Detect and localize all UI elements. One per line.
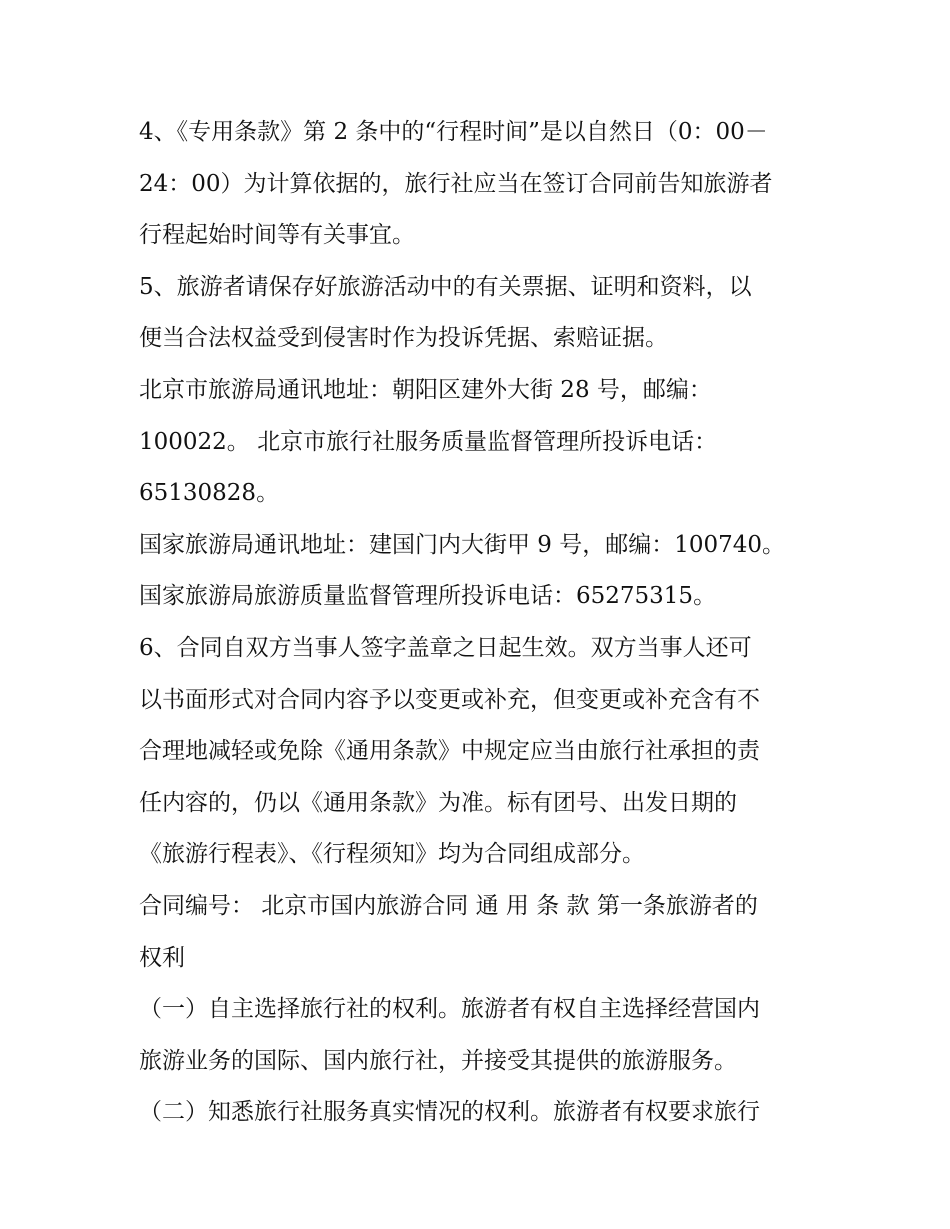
text-line: 国家旅游局通讯地址：建国门内大街甲 9 号，邮编：100740。 (139, 531, 786, 558)
text-line: 100022。 北京市旅行社服务质量监督管理所投诉电话： (139, 428, 718, 455)
text-line: （一）自主选择旅行社的权利。旅游者有权自主选择经营国内 (139, 996, 760, 1023)
text-line: 北京市旅游局通讯地址：朝阳区建外大街 28 号，邮编： (139, 376, 712, 403)
text-line: 24：00）为计算依据的，旅行社应当在签订合同前告知旅游者 (139, 170, 773, 197)
text-line: 合同编号： 北京市国内旅游合同 通 用 条 款 第一条旅游者的 (139, 892, 758, 919)
text-line: 6、合同自双方当事人签字盖章之日起生效。双方当事人还可 (139, 634, 752, 661)
text-line: （二）知悉旅行社服务真实情况的权利。旅游者有权要求旅行 (139, 1099, 760, 1126)
text-line: 4、《专用条款》第 2 条中的“行程时间”是以自然日（0：00－ (139, 119, 768, 145)
text-line: 便当合法权益受到侵害时作为投诉凭据、索赔证据。 (139, 325, 668, 352)
text-line: 国家旅游局旅游质量监督管理所投诉电话：65275315。 (139, 583, 717, 610)
text-line: 《旅游行程表》、《行程须知》均为合同组成部分。 (139, 841, 645, 868)
text-line: 合理地减轻或免除《通用条款》中规定应当由旅行社承担的责 (139, 738, 760, 765)
text-line: 行程起始时间等有关事宜。 (139, 222, 415, 249)
text-line: 以书面形式对合同内容予以变更或补充，但变更或补充含有不 (139, 686, 760, 713)
text-line: 65130828。 (139, 480, 280, 507)
text-line: 旅游业务的国际、国内旅行社，并接受其提供的旅游服务。 (139, 1047, 737, 1074)
document-body (139, 107, 819, 1139)
text-line: 5、旅游者请保存好旅游活动中的有关票据、证明和资料，以 (139, 273, 752, 300)
text-line: 权利 (139, 944, 185, 971)
text-line: 任内容的，仍以《通用条款》为准。标有团号、出发日期的 (139, 789, 737, 816)
